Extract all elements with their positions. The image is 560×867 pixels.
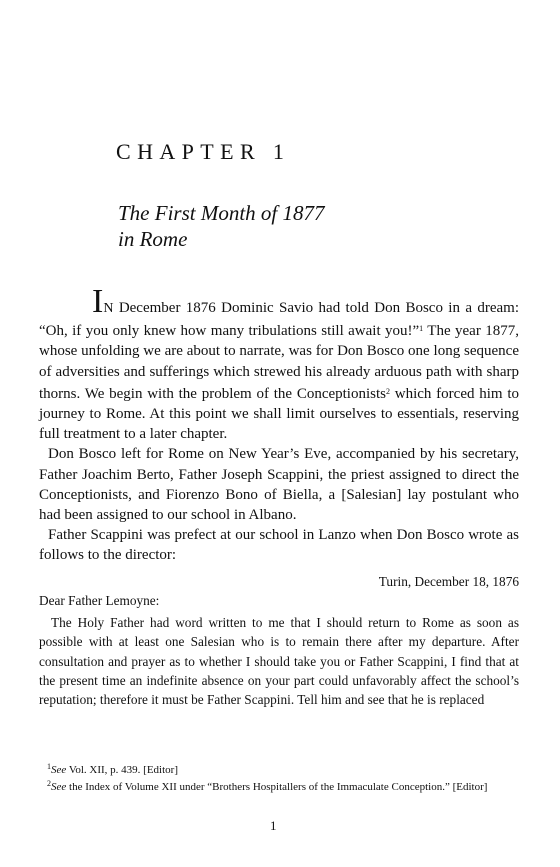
paragraph-2: Don Bosco left for Rome on New Year’s Eve, accompanied by his secretary, Father Joachim Berto, Father Joseph Scappini, the priest assigned to direct the Conceptionists, and Fiorenzo Bono of Biella, a [Salesian] lay postulant who had been assigned to our school in Albano. [39, 446, 519, 524]
paragraph-1 [39, 283, 519, 444]
footnote-1-text: Vol. XII, p. 439. [Editor] [66, 764, 178, 776]
paragraph-1-end: which forced him to journey to Rome. At this point we shall limit ourselves to essentials, reserving full treatment to a later chapter. [39, 385, 519, 443]
drop-cap: I [92, 283, 104, 320]
letter [39, 572, 519, 710]
chapter-title [118, 200, 325, 252]
footnote-1-see: See [51, 764, 67, 776]
chapter-title-line-2: in Rome [118, 227, 188, 251]
chapter-title-line-1: The First Month of 1877 [118, 201, 325, 225]
footnote-marker-1: 1 [419, 324, 424, 334]
small-caps-word: N [103, 301, 114, 316]
page-number: 1 [270, 818, 277, 833]
footnote-2-see: See [51, 781, 67, 794]
paragraph-3: Father Scappini was prefect at our school in Lanzo when Don Bosco wrote as follows to the director: [39, 527, 519, 564]
letter-paragraph: The Holy Father had word written to me that I should return to Rome as soon as possible with at least one Salesian who is to remain there after my departure. After consultation and prayer as to whether I should take you or Father Scappini, I find that at the present time an indefinite absence on your part could unfavorably affect the school’s reputation; therefore it must be Father Scappini. Tell him and see that he is replaced [39, 614, 519, 708]
footnote-marker-2: 2 [385, 386, 390, 396]
body-text [39, 283, 519, 566]
footnote-2-text: the Index of Volume XII under “Brothers Hospitallers of the Immaculate Conception.” [Editor] [66, 781, 488, 794]
footnote-1 [39, 760, 519, 777]
footnote-1-marker: 1 [47, 762, 51, 771]
paragraph-1-continued: The year 1877, whose unfolding we are about to narrate, was for Don Bosco one long sequence of adversities and sufferings which strewed his already arduous path with sharp thorns. We begin with the problem of the Conceptionists [39, 323, 519, 402]
footnotes [39, 760, 519, 794]
chapter-heading: CHAPTER 1 [116, 139, 291, 164]
footnote-2 [39, 777, 519, 794]
letter-date: Turin, December 18, 1876 [378, 574, 519, 589]
footnote-2-marker: 2 [47, 779, 51, 789]
paragraph-1-text: December 1876 Dominic Savio had told Don Bosco in a dream: “Oh, if you only knew how many tribulations still await you!” [39, 300, 519, 340]
letter-salutation: Dear Father Lemoyne: [39, 593, 160, 609]
